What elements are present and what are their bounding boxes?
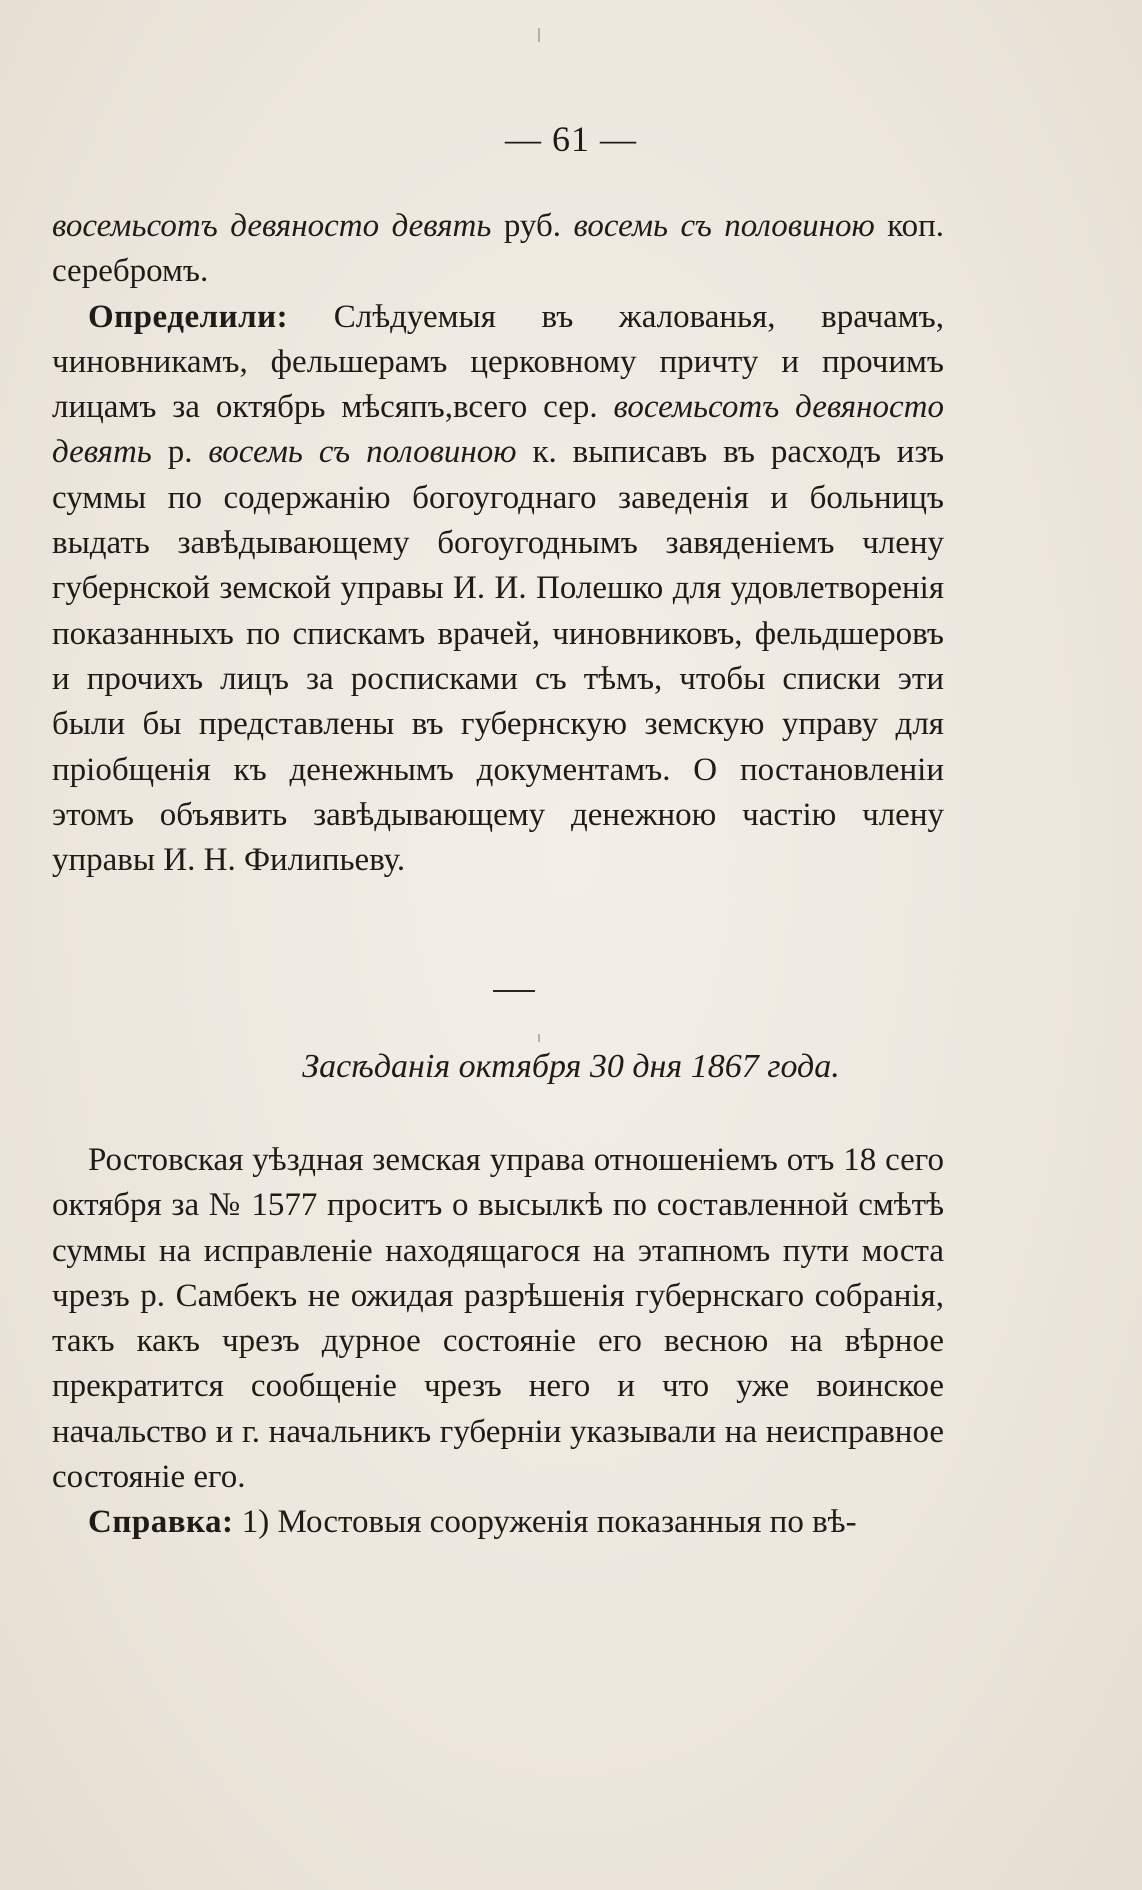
text-run: руб. [491, 208, 574, 244]
amount-words: восемь съ половиною [573, 208, 875, 244]
text-run: к. выписавъ въ расходъ изъ суммы по содержанію богоугоднаго заведенія и больницъ выдать завѣдывающему богоугоднымъ завяденіемъ члену губернской земской управы И. И. Полешко для удовлетворенія показанныхъ по спискамъ врачей, чиновниковъ, фельдшеровъ и прочихъ лицъ за росписками съ тѣмъ, чтобы списки эти были бы представлены въ губернскую земскую управу для пріобщенія къ денежнымъ документамъ. О постановленіи этомъ объявить завѣдывающему денежною частію члену управы И. Н. Филипьеву. [52, 434, 945, 879]
page-number: — 61 — [505, 119, 637, 159]
paper-speck [538, 1034, 540, 1042]
paragraph-request: Ростовская уѣздная земская управа отношеніемъ отъ 18 сего октября за № 1577 проситъ о высылкѣ по составленной смѣтѣ суммы на исправленіе находящагося на этапномъ пути моста чрезъ р. Самбекъ не ожидая разрѣшенія губернскаго собранія, такъ какъ чрезъ дурное состояніе его весною на вѣрное прекратится сообщеніе чрезъ него и что уже воинское начальство и г. начальникъ губерніи указывали на неисправное состояніе его. [52, 1142, 944, 1496]
section-divider [493, 990, 535, 992]
session-block [52, 1138, 944, 1546]
amount-words: восемь съ половиною [208, 434, 517, 471]
amount-words: восемьсотъ девяносто девять [52, 389, 944, 471]
amount-words: восемьсотъ девяносто девять [52, 208, 492, 244]
paper-speck [538, 28, 540, 42]
paragraph-resolution [52, 295, 944, 884]
text-run: коп. серебромъ. [52, 208, 944, 290]
reference-label: Справка: [88, 1504, 234, 1541]
paragraph-amount [52, 204, 944, 295]
session-heading: Засѣданія октября 30 дня 1867 года. [302, 1048, 840, 1085]
text-run: Слѣдуемыя въ жалованья, врачамъ, чиновникамъ, фельшерамъ церковному причту и прочимъ лицамъ за октябрь мѣсяпъ,всего сер. [52, 298, 944, 426]
text-run: р. [151, 434, 209, 471]
resolution-block [52, 204, 944, 883]
paragraph-reference [52, 1500, 944, 1545]
resolution-label: Определили: [88, 298, 289, 335]
text-run: 1) Мостовыя сооруженія показанныя по вѣ- [233, 1504, 857, 1541]
